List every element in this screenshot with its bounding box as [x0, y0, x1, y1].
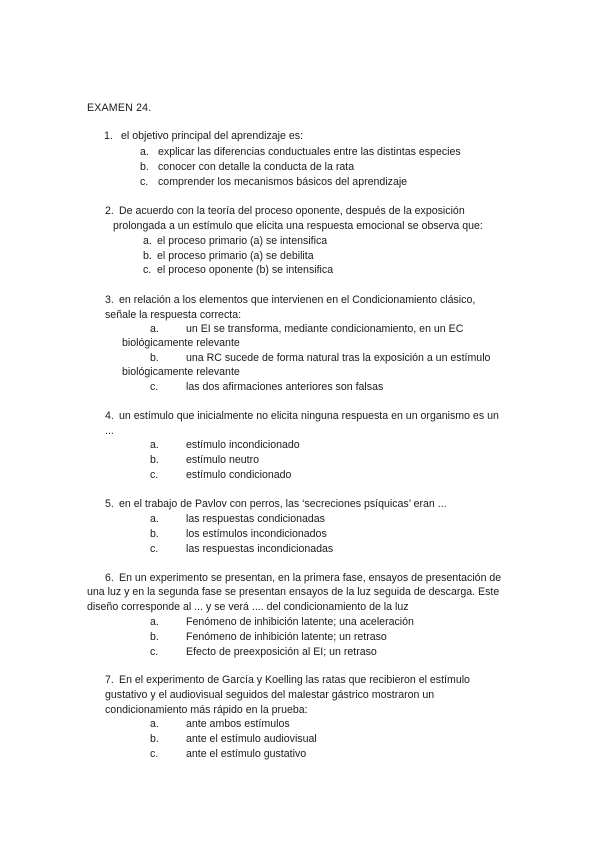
option-continuation: biológicamente relevante	[122, 337, 240, 349]
option-text: una RC sucede de forma natural tras la exposición a un estímulo	[186, 352, 491, 364]
option-text: comprender los mecanismos básicos del aprendizaje	[158, 176, 408, 188]
question-number: 6.	[105, 572, 114, 584]
option-letter: c.	[150, 748, 159, 760]
option-text: las dos afirmaciones anteriores son falsas	[186, 381, 384, 393]
question-text: un estímulo que inicialmente no elicita ninguna respuesta en un organismo es un	[119, 410, 499, 422]
option-letter: c.	[143, 264, 152, 276]
option-text: el proceso primario (a) se intensifica	[157, 235, 328, 247]
option-text: las respuestas condicionadas	[186, 513, 325, 525]
option-letter: a.	[150, 616, 159, 628]
option-letter: a.	[150, 323, 159, 335]
option-letter: c.	[150, 381, 159, 393]
question-text: en el trabajo de Pavlov con perros, las ‘secreciones psíquicas’ eran ...	[119, 498, 447, 510]
option-letter: c.	[140, 176, 149, 188]
option-text: el proceso oponente (b) se intensifica	[157, 264, 334, 276]
option-letter: a.	[150, 439, 159, 451]
option-letter: c.	[150, 469, 159, 481]
question-number: 5.	[105, 498, 114, 510]
question-text: En un experimento se presentan, en la primera fase, ensayos de presentación de	[119, 572, 502, 584]
option-letter: b.	[150, 528, 159, 540]
option-letter: a.	[143, 235, 152, 247]
exam-title: EXAMEN 24.	[87, 102, 152, 114]
option-text: los estímulos incondicionados	[186, 528, 327, 540]
option-text: ante el estímulo audiovisual	[186, 733, 317, 745]
option-letter: a.	[140, 146, 149, 158]
option-text: Efecto de preexposición al EI; un retraso	[186, 646, 377, 658]
question-text: prolongada a un estímulo que elicita una respuesta emocional se observa que:	[113, 220, 483, 232]
option-letter: b.	[150, 631, 159, 643]
option-letter: c.	[150, 543, 159, 555]
option-letter: b.	[150, 733, 159, 745]
option-text: Fenómeno de inhibición latente; un retraso	[186, 631, 387, 643]
option-text: un EI se transforma, mediante condicionamiento, en un EC	[186, 323, 464, 335]
question-text: señale la respuesta correcta:	[105, 309, 242, 321]
option-letter: a.	[150, 513, 159, 525]
option-text: conocer con detalle la conducta de la rata	[158, 161, 355, 173]
option-text: explicar las diferencias conductuales entre las distintas especies	[158, 146, 461, 158]
option-text: ante ambos estímulos	[186, 718, 290, 730]
question-number: 1.	[104, 130, 113, 142]
option-text: las respuestas incondicionadas	[186, 543, 334, 555]
question-text: ...	[105, 425, 114, 437]
option-letter: a.	[150, 718, 159, 730]
option-continuation: biológicamente relevante	[122, 366, 240, 378]
option-text: ante el estímulo gustativo	[186, 748, 307, 760]
question-text: De acuerdo con la teoría del proceso oponente, después de la exposición	[119, 205, 465, 217]
question-number: 2.	[105, 205, 114, 217]
option-text: estímulo condicionado	[186, 469, 292, 481]
option-text: el proceso primario (a) se debilita	[157, 250, 314, 262]
question-text: diseño corresponde al ... y se verá .... del condicionamiento de la luz	[87, 601, 409, 613]
question-number: 3.	[105, 294, 114, 306]
question-text: en relación a los elementos que intervienen en el Condicionamiento clásico,	[119, 294, 476, 306]
option-text: Fenómeno de inhibición latente; una aceleración	[186, 616, 414, 628]
option-text: estímulo neutro	[186, 454, 260, 466]
question-text: gustativo y el audiovisual seguidos del malestar gástrico mostraron un	[105, 689, 435, 701]
option-letter: b.	[150, 454, 159, 466]
question-number: 4.	[105, 410, 114, 422]
option-letter: b.	[140, 161, 149, 173]
option-text: estímulo incondicionado	[186, 439, 300, 451]
option-letter: c.	[150, 646, 159, 658]
option-letter: b.	[150, 352, 159, 364]
option-letter: b.	[143, 250, 152, 262]
question-text: En el experimento de García y Koelling las ratas que recibieron el estímulo	[119, 674, 470, 686]
question-text: condicionamiento más rápido en la prueba:	[105, 704, 308, 716]
question-number: 7.	[105, 674, 114, 686]
question-text: el objetivo principal del aprendizaje es:	[121, 130, 303, 142]
question-text: una luz y en la segunda fase se presentan ensayos de la luz seguida de descarga. Este	[87, 586, 500, 598]
